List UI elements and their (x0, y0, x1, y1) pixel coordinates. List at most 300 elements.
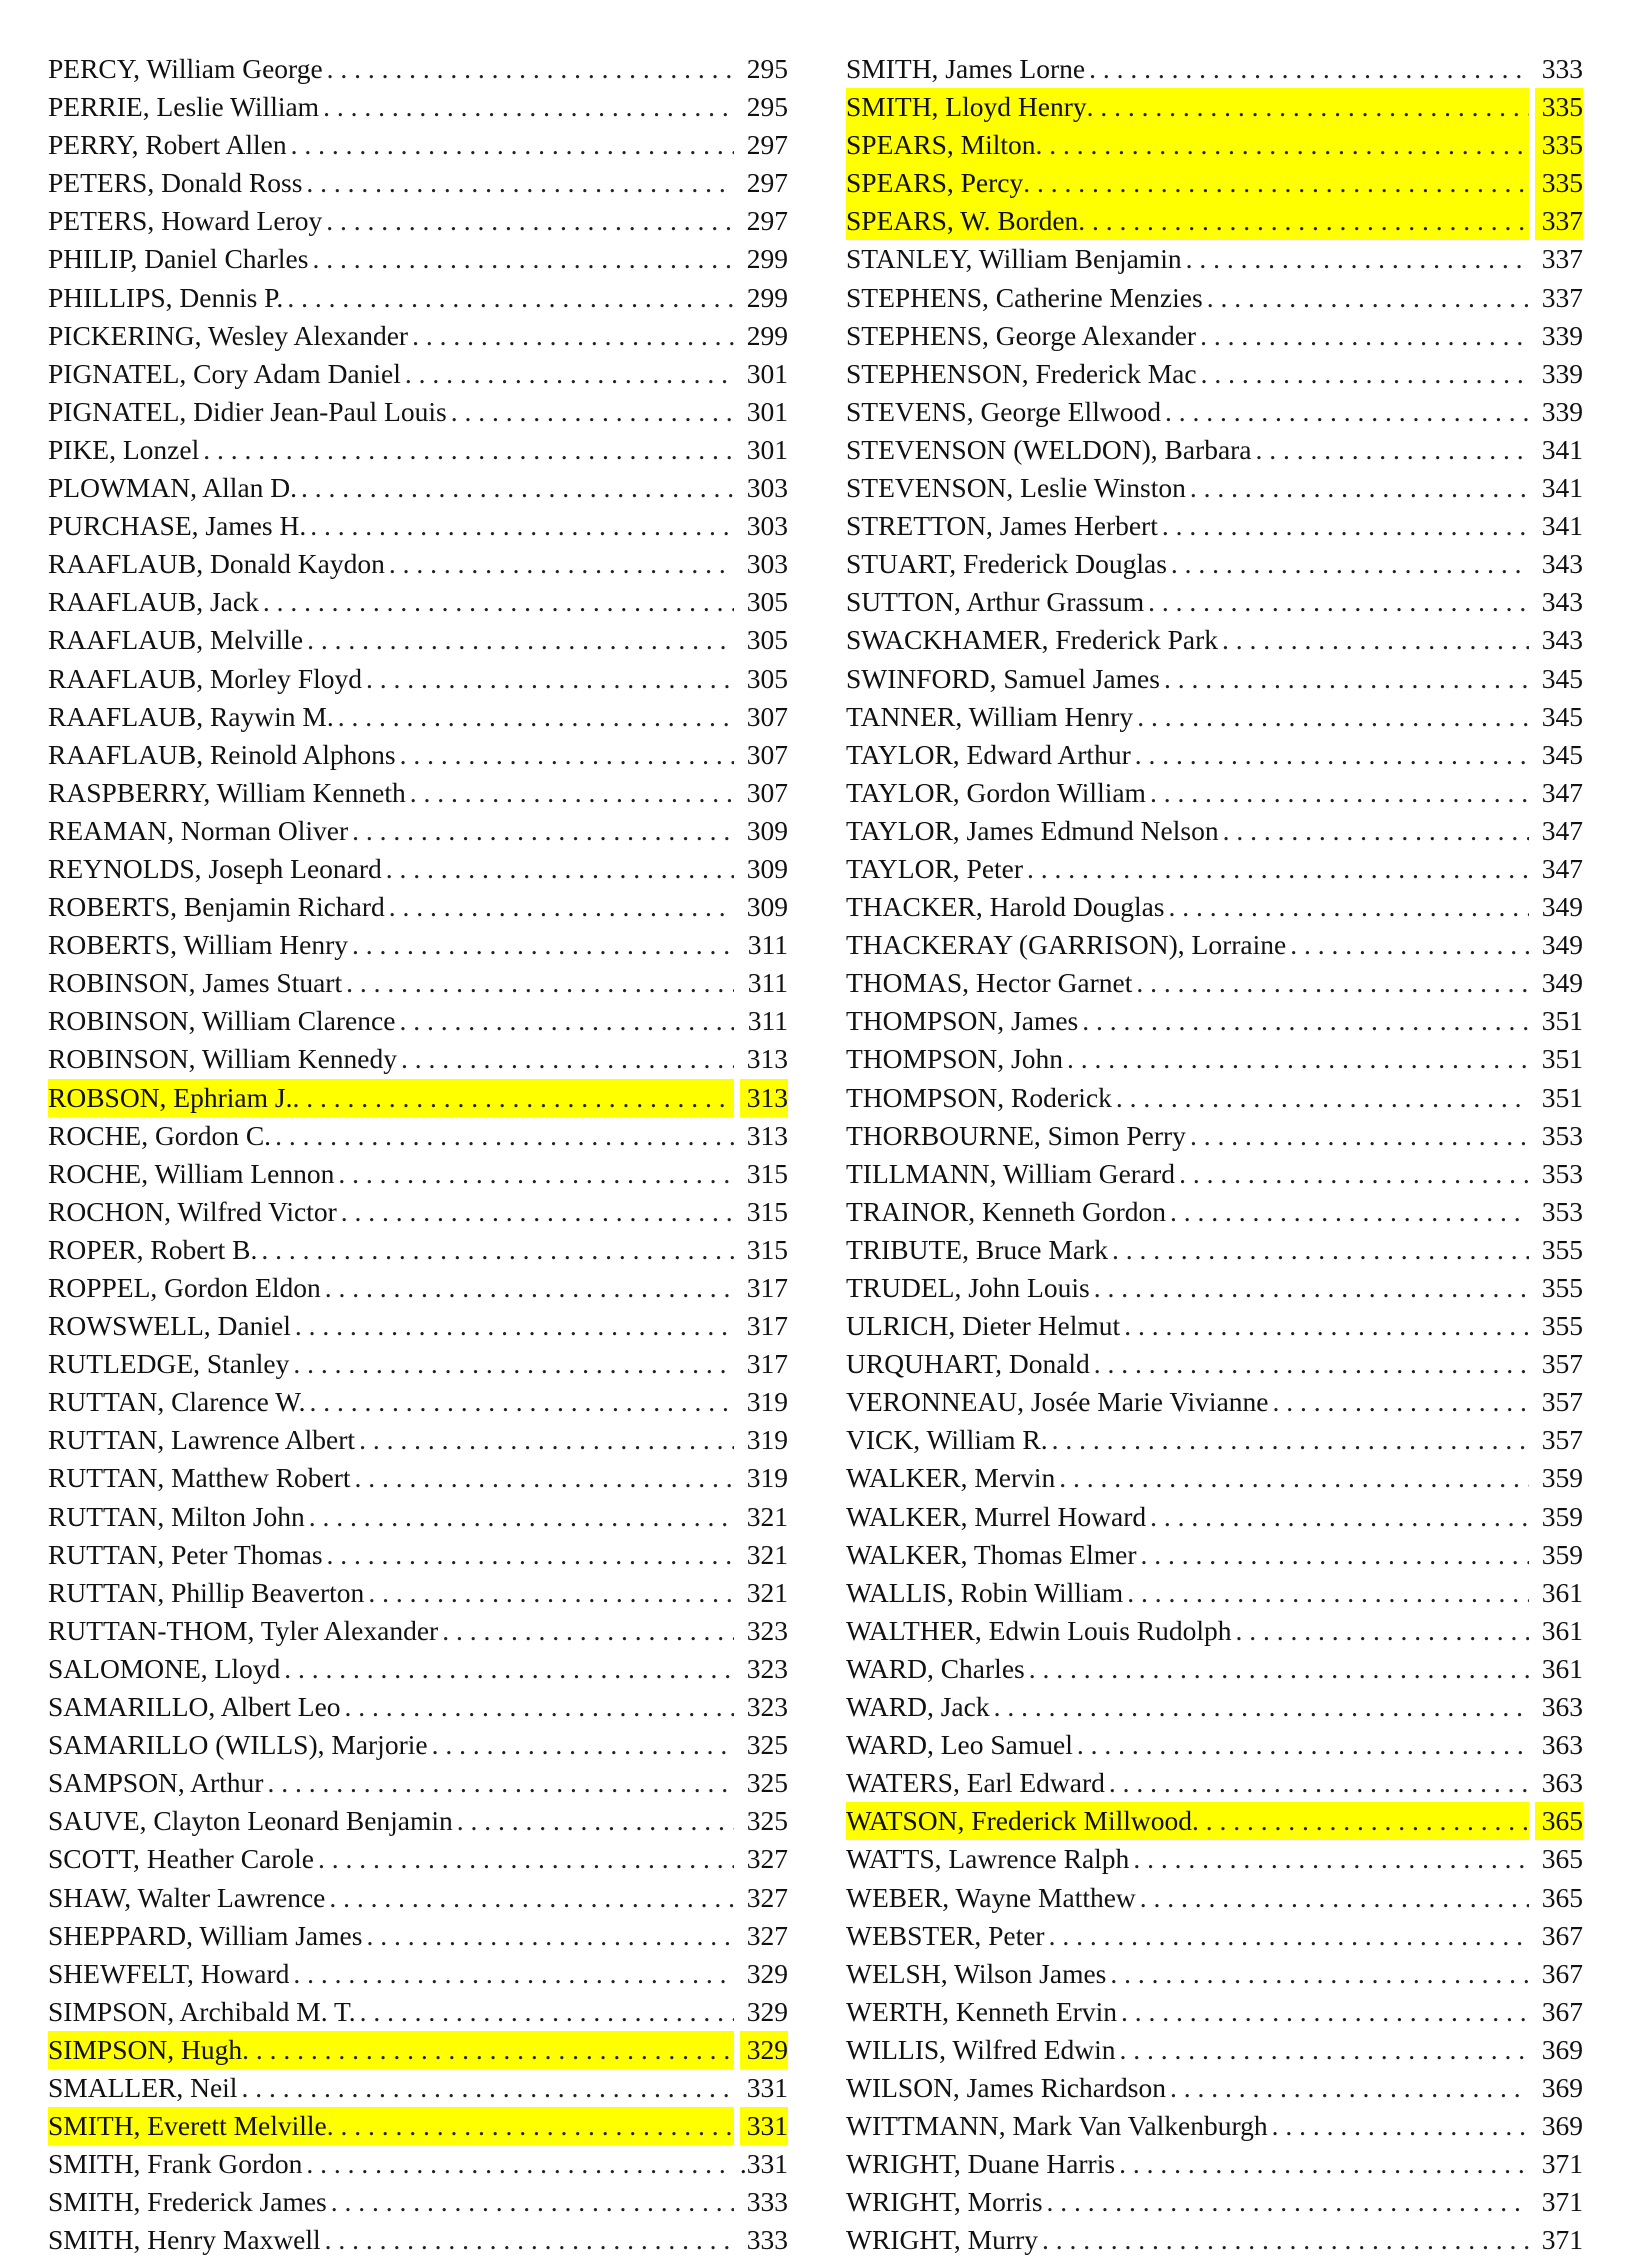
index-entry (48, 698, 788, 736)
index-entry (48, 812, 788, 850)
dot-leader (352, 812, 734, 850)
index-entry (48, 1955, 788, 1993)
entry-page-number: 323 (746, 1614, 788, 1646)
entry-page-number: 359 (1541, 1500, 1583, 1532)
index-entry (48, 393, 788, 431)
entry-name: WILLIS, Wilfred Edwin (846, 2033, 1116, 2065)
dot-leader (389, 888, 734, 926)
entry-page-number: 305 (746, 586, 788, 618)
index-entry (846, 1955, 1583, 1993)
index-entry (846, 1840, 1583, 1878)
entry-page-number: 371 (1541, 2186, 1583, 2218)
index-entry (846, 1612, 1583, 1650)
dot-leader (1190, 469, 1529, 507)
entry-page-number: 349 (1541, 967, 1583, 999)
index-entry (48, 1383, 788, 1421)
dot-leader (1192, 1802, 1529, 1840)
index-entry (846, 393, 1583, 431)
entry-page-number: 363 (1541, 1767, 1583, 1799)
index-entry (48, 2031, 788, 2069)
index-entry (48, 1459, 788, 1497)
dot-leader (1170, 2069, 1529, 2107)
dot-leader (341, 1193, 734, 1231)
entry-name: VERONNEAU, Josée Marie Vivianne (846, 1386, 1269, 1418)
index-entry (846, 1536, 1583, 1574)
entry-name: ROPER, Robert B. (48, 1233, 258, 1265)
entry-name: SMITH, Everett Melville (48, 2107, 327, 2145)
entry-name: RUTTAN, Clarence W. (48, 1386, 306, 1418)
entry-name: SAMARILLO, Albert Leo (48, 1691, 341, 1723)
entry-page-number: 323 (746, 1652, 788, 1684)
entry-page-number: 317 (746, 1348, 788, 1380)
dot-leader (331, 2183, 734, 2221)
index-entry (48, 1307, 788, 1345)
index-entry (48, 469, 788, 507)
entry-page-number: 335 (1535, 88, 1583, 126)
entry-name: RAAFLAUB, Jack (48, 586, 259, 618)
dot-leader (1137, 698, 1529, 736)
entry-page-number: 309 (746, 814, 788, 846)
entry-name: WATERS, Earl Edward (846, 1767, 1105, 1799)
index-entry (846, 1917, 1583, 1955)
dot-leader (1036, 126, 1529, 164)
index-entry (846, 1459, 1583, 1497)
dot-leader (1140, 1879, 1529, 1917)
dot-leader (261, 1231, 734, 1269)
entry-page-number: 329 (746, 1995, 788, 2027)
entry-page-number: 327 (746, 1881, 788, 1913)
entry-page-number: 333 (746, 2224, 788, 2256)
dot-leader (301, 469, 734, 507)
entry-page-number: 301 (746, 433, 788, 465)
entry-name: WEBER, Wayne Matthew (846, 1881, 1136, 1913)
dot-leader (267, 1764, 734, 1802)
index-entry (48, 1612, 788, 1650)
entry-page-number: 309 (746, 891, 788, 923)
entry-page-number: 353 (1541, 1157, 1583, 1189)
entry-name: STEPHENS, Catherine Menzies (846, 281, 1203, 313)
index-entry (846, 1498, 1583, 1536)
entry-name: STEVENS, George Ellwood (846, 395, 1161, 427)
dot-leader (451, 393, 734, 431)
index-entry (846, 1421, 1583, 1459)
dot-leader (1119, 2145, 1529, 2183)
index-entry (846, 1231, 1583, 1269)
dot-leader (1078, 202, 1529, 240)
index-entry (48, 1917, 788, 1955)
entry-page-number: 325 (746, 1767, 788, 1799)
entry-name: STEVENSON, Leslie Winston (846, 472, 1186, 504)
index-entry (48, 1536, 788, 1574)
entry-page-number: 301 (746, 395, 788, 427)
dot-leader (1164, 660, 1529, 698)
dot-leader (1027, 850, 1529, 888)
index-entry (846, 355, 1583, 393)
entry-name: TAYLOR, James Edmund Nelson (846, 814, 1219, 846)
entry-page-number: 333 (1541, 53, 1583, 84)
dot-leader (400, 736, 734, 774)
entry-name: SWACKHAMER, Frederick Park (846, 624, 1218, 656)
entry-name: ROCHON, Wilfred Victor (48, 1195, 337, 1227)
entry-page-number: 315 (746, 1157, 788, 1189)
dot-leader (1201, 355, 1529, 393)
index-entry (48, 736, 788, 774)
index-entry (48, 1155, 788, 1193)
dot-leader (1052, 1421, 1529, 1459)
entry-name: SAMPSON, Arthur (48, 1767, 264, 1799)
index-entry (846, 164, 1583, 202)
entry-page-number: 331 (746, 2071, 788, 2103)
dot-leader (293, 1345, 734, 1383)
entry-page-number: 317 (746, 1310, 788, 1342)
dot-leader (295, 1307, 734, 1345)
dot-leader (306, 2145, 734, 2183)
dot-leader (1207, 279, 1529, 317)
index-entry (846, 964, 1583, 1002)
entry-name: WERTH, Kenneth Ervin (846, 1995, 1117, 2027)
entry-name: WATSON, Frederick Millwood (846, 1802, 1192, 1840)
dot-leader (1169, 888, 1529, 926)
dot-leader (284, 1650, 734, 1688)
dot-leader (346, 964, 734, 1002)
entry-page-number: 355 (1541, 1310, 1583, 1342)
dot-leader (1256, 431, 1529, 469)
dot-leader (1272, 1383, 1529, 1421)
entry-page-number: 321 (746, 1538, 788, 1570)
index-entry (846, 1155, 1583, 1193)
entry-name: WRIGHT, Morris (846, 2186, 1043, 2218)
entry-name: STANLEY, William Benjamin (846, 243, 1182, 275)
index-entry (846, 621, 1583, 659)
index-entry (48, 279, 788, 317)
entry-page-number: 297 (746, 205, 788, 237)
entry-page-number: 321 (746, 1576, 788, 1608)
entry-name: TAYLOR, Peter (846, 852, 1024, 884)
entry-name: WARD, Charles (846, 1652, 1025, 1684)
index-entry (48, 660, 788, 698)
entry-page-number: 311 (747, 1005, 788, 1037)
index-entry (48, 202, 788, 240)
entry-page-number: 339 (1541, 395, 1583, 427)
index-entry (846, 2031, 1583, 2069)
dot-leader (327, 2107, 734, 2145)
index-entry (846, 317, 1583, 355)
entry-name: STUART, Frederick Douglas (846, 548, 1167, 580)
entry-page-number: 323 (746, 1691, 788, 1723)
dot-leader (359, 1421, 734, 1459)
dot-leader (327, 1536, 734, 1574)
entry-page-number: 315 (746, 1233, 788, 1265)
entry-name: SIMPSON, Hugh (48, 2031, 242, 2069)
entry-name: TRIBUTE, Bruce Mark (846, 1233, 1108, 1265)
dot-leader (1047, 2183, 1529, 2221)
entry-name: TANNER, William Henry (846, 700, 1134, 732)
entry-page-number: 299 (746, 281, 788, 313)
entry-page-number: 345 (1541, 738, 1583, 770)
entry-name: THOMPSON, John (846, 1043, 1063, 1075)
index-entry (846, 1726, 1583, 1764)
entry-name: SPEARS, W. Borden (846, 202, 1078, 240)
entry-name: VICK, William R. (846, 1424, 1048, 1456)
index-entry (48, 545, 788, 583)
entry-name: RAAFLAUB, Morley Floyd (48, 662, 362, 694)
entry-page-number: 341 (1541, 433, 1583, 465)
index-entry (846, 1002, 1583, 1040)
dot-leader (312, 240, 734, 278)
index-entry (846, 660, 1583, 698)
entry-name: WRIGHT, Duane Harris (846, 2148, 1116, 2180)
entry-page-number: 357 (1541, 1386, 1583, 1418)
dot-leader (1067, 1040, 1529, 1078)
dot-leader (410, 774, 734, 812)
entry-page-number: 353 (1541, 1195, 1583, 1227)
index-entry (846, 1193, 1583, 1231)
entry-page-number: 299 (746, 319, 788, 351)
dot-leader (325, 1269, 734, 1307)
index-entry (48, 1726, 788, 1764)
dot-leader (1120, 2031, 1530, 2069)
entry-name: THORBOURNE, Simon Perry (846, 1119, 1186, 1151)
dot-leader (338, 1155, 734, 1193)
dot-leader (329, 1879, 734, 1917)
entry-page-number: 365 (1535, 1802, 1583, 1840)
dot-leader (405, 355, 734, 393)
index-entry (846, 1269, 1583, 1307)
index-entry (48, 888, 788, 926)
entry-name: SAUVE, Clayton Leonard Benjamin (48, 1805, 453, 1837)
index-entry (48, 50, 788, 88)
entry-page-number: 337 (1541, 243, 1583, 275)
dot-leader (1124, 1307, 1529, 1345)
index-entry (48, 850, 788, 888)
index-entry (48, 1650, 788, 1688)
index-entry (846, 1993, 1583, 2031)
dot-leader (1179, 1155, 1529, 1193)
entry-name: PERRY, Robert Allen (48, 129, 287, 161)
entry-name: RASPBERRY, William Kenneth (48, 776, 406, 808)
entry-page-number: 319 (746, 1386, 788, 1418)
index-entry (48, 2107, 788, 2145)
dot-leader (386, 850, 734, 888)
index-entry (48, 1002, 788, 1040)
dot-leader (1190, 1117, 1529, 1155)
entry-name: PLOWMAN, Allan D. (48, 472, 298, 504)
index-entry (48, 1764, 788, 1802)
entry-page-number: 359 (1541, 1462, 1583, 1494)
dot-leader (1089, 50, 1529, 88)
index-entry (846, 850, 1583, 888)
index-entry (846, 1079, 1583, 1117)
entry-page-number: 325 (746, 1805, 788, 1837)
entry-name: PETERS, Donald Ross (48, 167, 303, 199)
dot-leader (1222, 621, 1529, 659)
entry-page-number: 303 (746, 548, 788, 580)
entry-page-number: 335 (1535, 164, 1583, 202)
entry-name: THOMPSON, Roderick (846, 1081, 1112, 1113)
index-entry (846, 2069, 1583, 2107)
dot-leader (275, 1117, 734, 1155)
entry-page-number: 343 (1541, 586, 1583, 618)
index-entry (846, 1764, 1583, 1802)
entry-name: SWINFORD, Samuel James (846, 662, 1160, 694)
entry-name: SCOTT, Heather Carole (48, 1843, 315, 1875)
index-entry (846, 2183, 1583, 2221)
dot-leader (1150, 774, 1529, 812)
entry-page-number: 357 (1541, 1348, 1583, 1380)
dot-leader (1059, 1459, 1529, 1497)
dot-leader (389, 545, 734, 583)
entry-name: SMITH, James Lorne (846, 53, 1086, 84)
entry-page-number: 327 (746, 1843, 788, 1875)
entry-page-number: 341 (1541, 510, 1583, 542)
index-entry (846, 1574, 1583, 1612)
dot-leader (1077, 1726, 1529, 1764)
entry-name: PERCY, William George (48, 53, 323, 84)
entry-page-number: 351 (1541, 1005, 1583, 1037)
dot-leader (1170, 1193, 1529, 1231)
entry-page-number: 329 (740, 2031, 788, 2069)
entry-name: SMITH, Frederick James (48, 2186, 327, 2218)
index-entry (846, 1688, 1583, 1726)
index-entry (48, 2069, 788, 2107)
index-column-right (846, 50, 1583, 2259)
entry-page-number: 311 (747, 929, 788, 961)
index-entry (846, 926, 1583, 964)
entry-page-number: 347 (1541, 814, 1583, 846)
entry-name: SHAW, Walter Lawrence (48, 1881, 326, 1913)
entry-name: PHILIP, Daniel Charles (48, 243, 309, 275)
dot-leader (1094, 1345, 1529, 1383)
entry-page-number: 335 (1535, 126, 1583, 164)
index-entry (48, 926, 788, 964)
index-entry (846, 1879, 1583, 1917)
entry-name: ROBINSON, William Clarence (48, 1005, 396, 1037)
dot-leader (1087, 88, 1529, 126)
index-entry (48, 126, 788, 164)
dot-leader (309, 1498, 734, 1536)
dot-leader (327, 50, 734, 88)
dot-leader (323, 88, 734, 126)
entry-name: ROBINSON, James Stuart (48, 967, 343, 999)
entry-name: PETERS, Howard Leroy (48, 205, 323, 237)
entry-page-number: 369 (1541, 2110, 1583, 2142)
dot-leader (1140, 1536, 1529, 1574)
index-entry (846, 698, 1583, 736)
entry-page-number: 343 (1541, 548, 1583, 580)
dot-leader (292, 1079, 734, 1117)
dot-leader (1272, 2107, 1529, 2145)
entry-name: WALKER, Murrel Howard (846, 1500, 1147, 1532)
index-entry (48, 164, 788, 202)
index-entry (846, 240, 1583, 278)
entry-page-number: 313 (746, 1043, 788, 1075)
entry-page-number: 337 (1535, 202, 1583, 240)
entry-page-number: 311 (747, 967, 788, 999)
index-entry (48, 1269, 788, 1307)
entry-name: TAYLOR, Edward Arthur (846, 738, 1131, 770)
entry-page-number: 361 (1541, 1576, 1583, 1608)
dot-leader (287, 279, 734, 317)
entry-name: PHILLIPS, Dennis P. (48, 281, 284, 313)
index-column-left (48, 50, 788, 2259)
dot-leader (1162, 507, 1529, 545)
entry-page-number: 319 (746, 1462, 788, 1494)
dot-leader (306, 164, 734, 202)
dot-leader (1236, 1612, 1529, 1650)
entry-name: RUTTAN, Peter Thomas (48, 1538, 323, 1570)
index-entry (846, 545, 1583, 583)
dot-leader (291, 126, 734, 164)
entry-page-number: 351 (1541, 1043, 1583, 1075)
entry-page-number: 313 (746, 1119, 788, 1151)
dot-leader (1148, 583, 1529, 621)
index-entry (48, 1993, 788, 2031)
dot-leader (338, 698, 734, 736)
entry-name: STEPHENSON, Frederick Mac (846, 357, 1197, 389)
entry-page-number: 307 (746, 776, 788, 808)
entry-name: RUTTAN-THOM, Tyler Alexander (48, 1614, 439, 1646)
entry-page-number: 333 (746, 2186, 788, 2218)
dot-leader (1223, 812, 1529, 850)
entry-page-number: 345 (1541, 662, 1583, 694)
entry-name: RAAFLAUB, Melville (48, 624, 304, 656)
index-entry (48, 431, 788, 469)
entry-name: RAAFLAUB, Donald Kaydon (48, 548, 385, 580)
entry-name: WEBSTER, Peter (846, 1919, 1045, 1951)
index-entry (48, 1688, 788, 1726)
entry-page-number: 361 (1541, 1614, 1583, 1646)
entry-name: TRUDEL, John Louis (846, 1272, 1090, 1303)
index-entry (846, 507, 1583, 545)
dot-leader (1042, 2221, 1529, 2259)
index-entry (48, 1802, 788, 1840)
entry-page-number: 315 (746, 1195, 788, 1227)
dot-leader (442, 1612, 734, 1650)
dot-leader (263, 583, 734, 621)
dot-leader (1136, 964, 1529, 1002)
index-entry (48, 1345, 788, 1383)
entry-page-number: 305 (746, 624, 788, 656)
entry-page-number: 367 (1541, 1957, 1583, 1989)
index-entry (48, 1498, 788, 1536)
entry-name: RUTTAN, Phillip Beaverton (48, 1576, 365, 1608)
index-entry (846, 202, 1583, 240)
entry-name: SIMPSON, Archibald M. T. (48, 1995, 356, 2027)
entry-name: ROWSWELL, Daniel (48, 1310, 291, 1342)
entry-page-number: 295 (746, 91, 788, 123)
entry-name: WARD, Jack (846, 1691, 990, 1723)
entry-page-number: 365 (1541, 1881, 1583, 1913)
entry-name: ROBINSON, William Kennedy (48, 1043, 397, 1075)
entry-name: REYNOLDS, Joseph Leonard (48, 852, 382, 884)
entry-name: REAMAN, Norman Oliver (48, 814, 349, 846)
entry-name: STEVENSON (WELDON), Barbara (846, 433, 1252, 465)
entry-page-number: 313 (740, 1079, 788, 1117)
index-entry (48, 1421, 788, 1459)
entry-page-number: 371 (1541, 2148, 1583, 2180)
dot-leader (203, 431, 734, 469)
dot-leader (1290, 926, 1529, 964)
dot-leader (1121, 1993, 1529, 2031)
entry-page-number: 321 (746, 1500, 788, 1532)
entry-name: RUTTAN, Matthew Robert (48, 1462, 351, 1494)
dot-leader (366, 660, 734, 698)
entry-page-number: 345 (1541, 700, 1583, 732)
index-entry (846, 774, 1583, 812)
entry-page-number: 327 (746, 1919, 788, 1951)
entry-page-number: 325 (746, 1729, 788, 1761)
entry-name: ROCHE, Gordon C. (48, 1119, 272, 1151)
